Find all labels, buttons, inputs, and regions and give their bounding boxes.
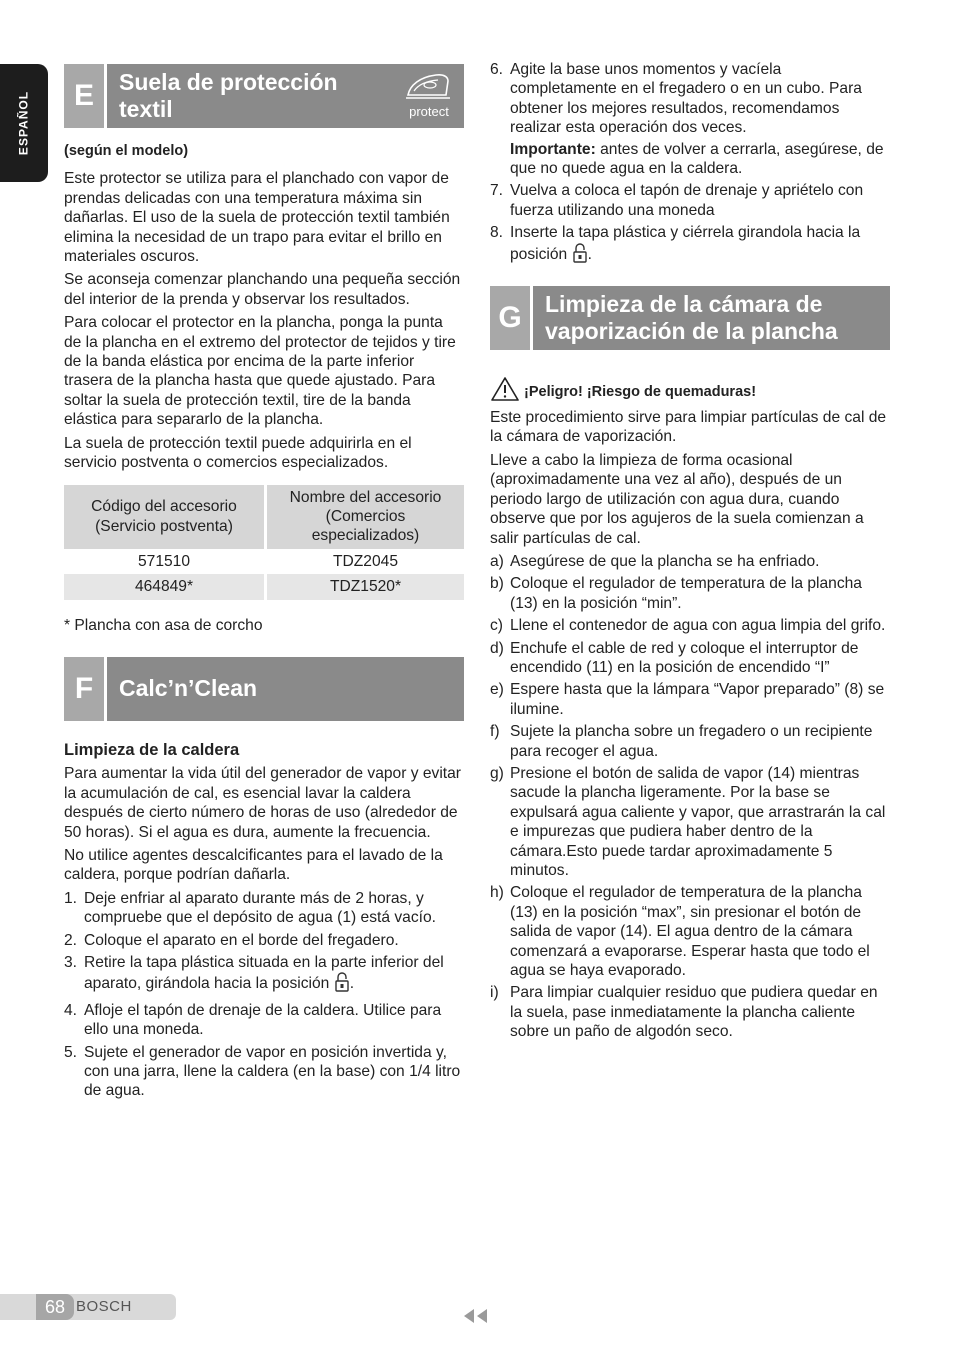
cleaning-steps-list [64,889,464,1101]
list-item: d) Enchufe el cable de red y coloque el interruptor de encendido (11) en la posición de encendido “I” [490,639,859,676]
warning [490,376,890,402]
lock-icon [573,243,587,268]
table-cell: TDZ2045 [264,549,464,574]
table-cell: TDZ1520* [264,574,464,599]
section-f-header [64,657,464,721]
paragraph: Se aconseja comenzar planchando una pequeña sección del interior de la prenda y observar los resultados. [64,271,461,308]
paragraph: Este procedimiento sirve para limpiar partículas de cal de la cámara de vaporización. [490,409,887,446]
paragraph: Para colocar el protector en la plancha, ponga la punta de la plancha en el extremo del protector de tejidos y tire de la banda elástica por encima de la parte inferior trasera de la plancha hasta que quede ajustado. Para soltar la suela de protección textil, tire de la banda elástica para separarlo de la plancha. [64,314,456,429]
list-item: 2. Coloque el aparato en el borde del fregadero. [64,931,399,949]
model-note: (según el modelo) [64,143,189,159]
list-item: 4. Afloje el tapón de drenaje de la caldera. Utilice para ello una moneda. [64,1001,442,1039]
left-column [64,64,464,1104]
section-g-title: Limpieza de la cámara de vaporización de la plancha [545,291,838,345]
list-item: 1. Deje enfriar al aparato durante más de 2 horas, y compruebe que el depósito de agua (1) está vacío. [64,889,436,927]
language-tab [0,64,48,182]
section-g-letter: G [490,286,530,350]
table-header: Nombre del accesorio (Comercios especializados) [264,485,464,549]
list-item: 3. Retire la tapa plástica situada en la parte inferior del aparato, girándola hacia la posición . [64,953,464,998]
lock-icon [335,972,349,997]
table-cell: 571510 [137,552,191,570]
protect-iron-icon [402,71,456,121]
warning-text: ¡Peligro! ¡Riesgo de quemaduras! [524,383,757,400]
cleaning-steps-continued [490,60,890,268]
list-item: c) Llene el contenedor de agua con agua limpia del grifo. [490,617,886,635]
table-header: Código del accesorio (Servicio postventa) [64,485,264,549]
section-g-header [490,286,890,350]
list-item: 5. Sujete el generador de vapor en posición invertida y, con una jarra, llene la caldera (en la base) con 1/4 litro de agua. [64,1043,461,1100]
chamber-cleaning-steps [490,552,890,1042]
list-item: 7. Vuelva a coloca el tapón de drenaje y apriételo con fuerza utilizando una moneda [490,182,864,219]
section-e-title: Suela de protección textil [119,69,338,122]
table-row [64,549,464,574]
section-f-letter: F [64,657,104,721]
list-item: b) Coloque el regulador de temperatura de la plancha (13) en la posición “min”. [490,575,862,612]
protect-icon-label: protect [409,103,449,119]
paragraph: Lleve a cabo la limpieza de forma ocasional (aproximadamente una vez al año), después de un periodo largo de utilización con agua dura, cuando observe que por los agujeros de la suela comienzan a salir partículas de cal. [490,451,864,547]
list-item: f) Sujete la plancha sobre un fregadero o un recipiente para recoger el agua. [490,723,873,760]
paragraph: Para aumentar la vida útil del generador de vapor y evitar la acumulación de cal, es esencial lavar la caldera después de cierto número de horas de uso (alrededor de 50 horas). Si el agua es dura, aumente la frecuencia. [64,765,462,841]
page-number: 68 [36,1294,74,1320]
paragraph: No utilice agentes descalcificantes para el lavado de la caldera, porque podrían dañarla. [64,846,443,884]
section-e-letter: E [64,64,104,128]
brand-name: BOSCH [76,1298,132,1315]
right-column [490,60,890,1045]
section-e-header [64,64,464,128]
language-label: ESPAÑOL [16,90,31,156]
list-item: h) Coloque el regulador de temperatura de la plancha (13) en la posición “max”, sin presionar el botón de salida de vapor (14). El agua dentro de la cámara comenzará a evaporarse. Esperar hasta que todo el agua se haya evaporado. [490,884,870,980]
section-f-title: Calc’n’Clean [119,675,258,702]
page-footer [0,1294,176,1320]
table-cell: 464849* [64,574,264,599]
accessory-table [64,485,464,600]
list-item: 6. Agite la base unos momentos y vacíela completamente en el fregadero o en un cubo. Para obtener los mejores resultados, recomendamos realizar esta operación dos veces. Importante: antes de volver a cerrarla, asegúrese, de que no quede agua en la caldera. [490,61,884,178]
list-item: 8. Inserte la tapa plástica y ciérrela girandola hacia la posición . [490,223,890,268]
list-item: a) Asegúrese de que la plancha se ha enfriado. [490,552,820,570]
paragraph: La suela de protección textil puede adquirirla en el servicio postventa o comercios especializados. [64,434,412,472]
table-row [64,574,464,599]
warning-icon [490,376,520,402]
list-item: i) Para limpiar cualquier residuo que pudiera quedar en la suela, pase inmediatamente la plancha caliente sobre un paño de algodón seco. [490,984,878,1041]
important-label: Importante: [510,140,596,158]
paragraph: Este protector se utiliza para el planchado con vapor de prendas delicadas con una temperatura máxima sin dañarlas. El uso de la suela de protección textil también elimina la necesidad de un trapo para evitar el brillo en materiales oscuros. [64,170,450,266]
subheading: Limpieza de la caldera [64,740,240,759]
list-item: e) Espere hasta que la lámpara “Vapor preparado” (8) se ilumine. [490,681,885,718]
footnote: * Plancha con asa de corcho [64,616,263,634]
list-item: g) Presione el botón de salida de vapor (14) mientras sacude la plancha ligeramente. Por la base se expulsará agua caliente y vapor, que arrastrarán la cal e impurezas que pudiera haber dentro de la cámara.Esto puede tardar aproximadamente 5 minutos. [490,764,886,879]
previous-page-icon[interactable] [462,1308,490,1329]
